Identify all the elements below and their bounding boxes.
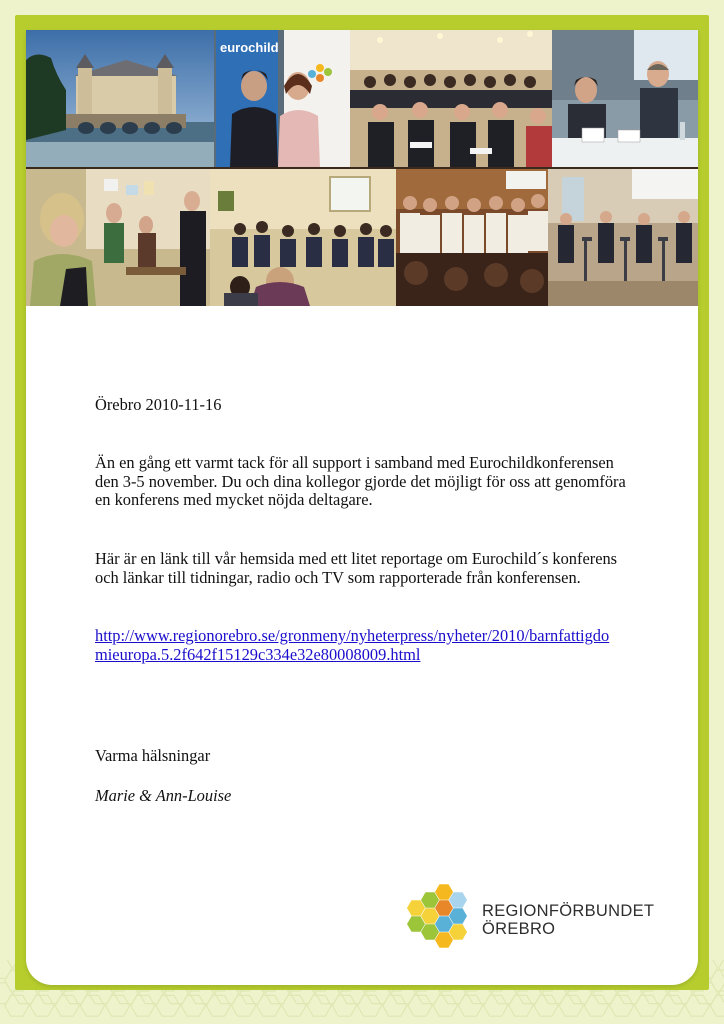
logo-line-1: REGIONFÖRBUNDET (482, 902, 655, 920)
report-link-paragraph: Här är en länk till vår hemsida med ett litet reportage om Eurochild´s konferens och länkar till tidningar, radio och TV som rapporterade från konferensen. (95, 549, 618, 587)
logo-hex-cell (435, 900, 453, 916)
signature: Marie & Ann-Louise (95, 786, 232, 805)
background-hex (0, 960, 12, 978)
regionforbundet-logo (404, 882, 664, 958)
logo-hex-cell (449, 908, 467, 924)
logo-hex-cell (421, 924, 439, 940)
logo-hex-cell (421, 908, 439, 924)
greeting: Varma hälsningar (95, 746, 211, 765)
logo-hex-cell (449, 924, 467, 940)
background-hex (719, 960, 724, 978)
logo-hex-cell (435, 916, 453, 932)
logo-hex-cell (435, 932, 453, 948)
youth-group-photo (396, 169, 548, 306)
thank-you-paragraph: Än en gång ett varmt tack för all support i samband med Eurochildkonferensen den 3-5 november. Du och dina kollegor gjorde det möjligt för oss att genomföra en konferens med mycket nöjda deltagare. (95, 453, 626, 510)
logo-hex-cell (421, 892, 439, 908)
logo-hex-cell (407, 916, 425, 932)
logo-wordmark (482, 902, 654, 938)
honeycomb-logo-icon (404, 882, 480, 958)
panel-discussion-photo (548, 169, 698, 306)
letter-sheet (26, 30, 698, 985)
photo-collage (26, 30, 698, 306)
panel-speakers-photo (552, 30, 698, 167)
group-session-photo (210, 169, 396, 306)
eurochild-banner-photo (214, 30, 350, 167)
background-hex (0, 983, 12, 1004)
eurochild-banner-text: eurochild (220, 40, 279, 55)
logo-line-2: ÖREBRO (482, 920, 556, 938)
conference-audience-photo (350, 30, 552, 167)
logo-hex-cell (407, 900, 425, 916)
logo-hex-cell (435, 884, 453, 900)
castle-photo (26, 30, 214, 167)
workshop-photo (26, 169, 210, 306)
background-hex (719, 983, 724, 1004)
logo-hex-cell (449, 892, 467, 908)
report-link[interactable]: http://www.regionorebro.se/gronmeny/nyheterpress/nyheter/2010/barnfattigdomieuropa.5.2f642f15129c334e32e80008009.html (95, 626, 610, 664)
letter-date: Örebro 2010-11-16 (95, 395, 222, 414)
